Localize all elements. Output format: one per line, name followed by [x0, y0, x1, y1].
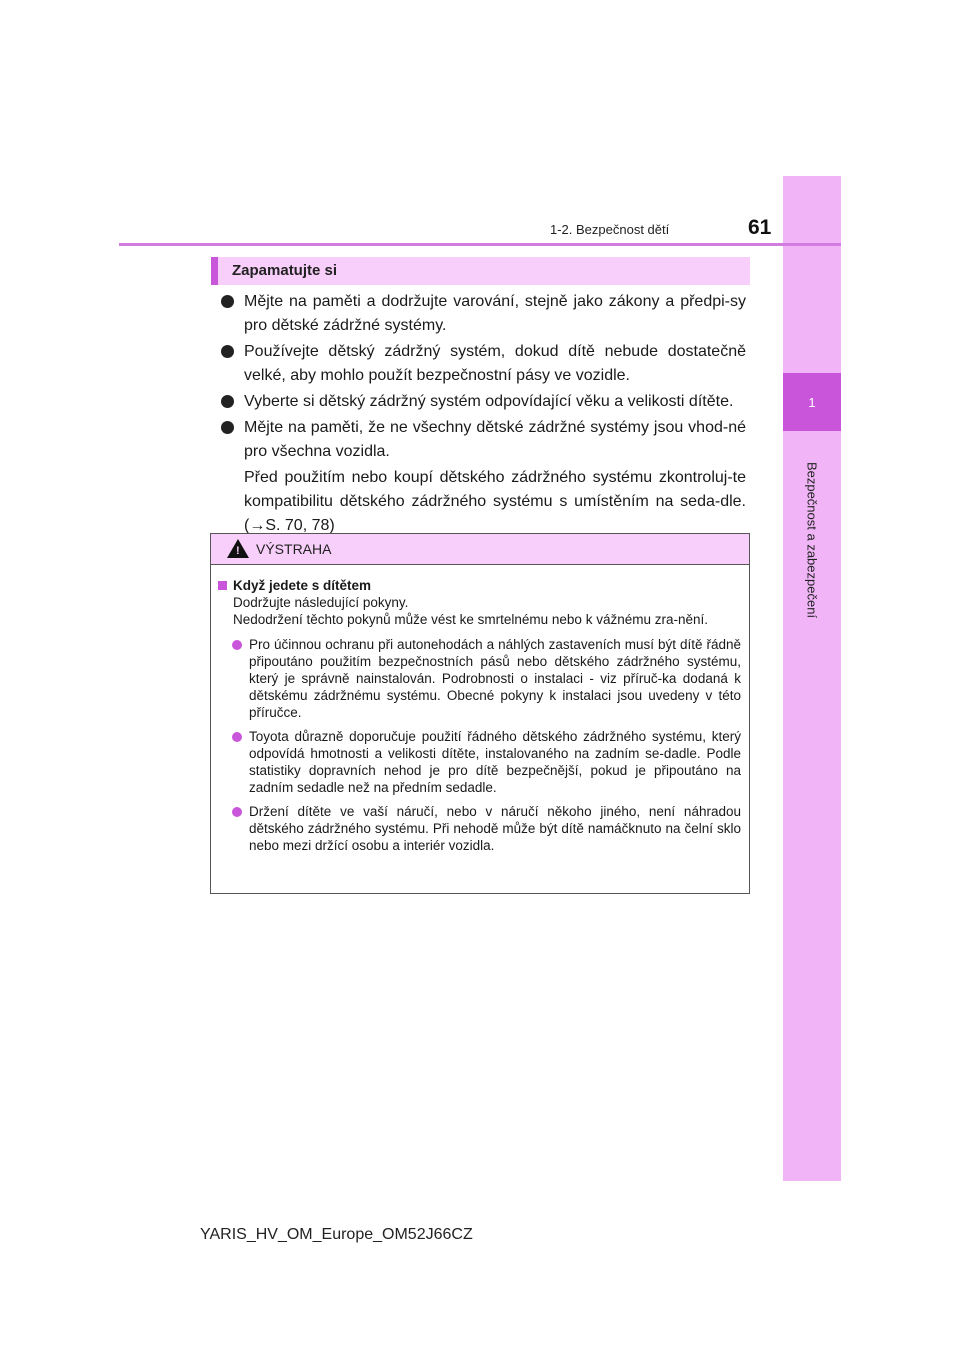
- note-item-text: Používejte dětský zádržný systém, dokud dítě nebude dostatečně velké, aby mohlo použít bezpečnostní pásy ve vozidle.: [244, 343, 746, 384]
- warning-title: VÝSTRAHA: [256, 541, 332, 557]
- note-item-text: Vyberte si dětský zádržný systém odpovídající věku a velikosti dítěte.: [244, 393, 734, 410]
- note-item-text-continued: Před použitím nebo koupí dětského zádržného systému zkontroluj-te kompatibilitu dětského zádržného systému s umístěním na seda-dle. (→S. 70, 78): [244, 469, 746, 534]
- warning-section: [217, 577, 741, 628]
- chapter-side-tab: [783, 176, 841, 1181]
- note-title: Zapamatujte si: [232, 262, 338, 279]
- note-item-text: Mějte na paměti, že ne všechny dětské zádržné systémy jsou vhod-né pro všechna vozidla.: [244, 419, 746, 460]
- header-rule: [119, 243, 841, 246]
- warning-item: [233, 636, 741, 721]
- note-item: [221, 390, 746, 414]
- warning-exclamation: !: [236, 545, 240, 557]
- warning-section-title: Když jedete s dítětem: [233, 578, 372, 593]
- bullet-dot-icon: [232, 807, 242, 817]
- warning-intro: Dodržujte následující pokyny.: [233, 595, 409, 610]
- note-item-text: Mějte na paměti a dodržujte varování, stejně jako zákony a předpi-sy pro dětské zádržné systémy.: [244, 293, 746, 334]
- note-item: [221, 340, 746, 388]
- warning-item: [233, 728, 741, 796]
- warning-item-text: Toyota důrazně doporučuje použití řádného dětského zádržného systému, který odpovídá hmotnosti a velikosti dítěte, instalovaného na zadním se-dadle. Podle statistiky dopravních nehod je pro dítě bezpečnější, pokud je připoutáno na zadním sedadle než na předním sedadle.: [249, 729, 741, 795]
- bullet-dot-icon: [232, 640, 242, 650]
- warning-item: [233, 803, 741, 854]
- warning-item-text: Držení dítěte ve vaší náručí, nebo v náručí někoho jiného, není náhradou dětského zádržného systému. Při nehodě může být dítě namáčknuto na čelní sklo nebo mezi držící osobu a interiér vozidla.: [249, 804, 741, 853]
- bullet-dot-icon: [221, 345, 234, 358]
- note-header: [211, 257, 750, 285]
- chapter-title: Bezpečnost a zabezpečení: [804, 461, 820, 619]
- bullet-dot-icon: [221, 421, 234, 434]
- warning-body: [211, 565, 749, 854]
- section-title: 1-2. Bezpečnost dětí: [550, 222, 670, 237]
- note-item: [221, 416, 746, 538]
- warning-item-text: Pro účinnou ochranu při autonehodách a náhlých zastaveních musí být dítě řádně připoutáno použitím bezpečnostních pásů nebo dětského zádržného systému, který je správně nainstalován. Podrobnosti o instalaci - viz příruč-ka dodaná k dětskému zádržnému systému. Obecné pokyny k instalaci jsou uvedeny v této příručce.: [249, 637, 741, 720]
- warning-intro-consequence: Nedodržení těchto pokynů může vést ke smrtelnému nebo k vážnému zra-nění.: [233, 612, 708, 627]
- note-item: [221, 290, 746, 338]
- square-bullet-icon: [218, 581, 227, 590]
- warning-list: [217, 636, 741, 854]
- document-code: YARIS_HV_OM_Europe_OM52J66CZ: [200, 1226, 473, 1243]
- bullet-dot-icon: [221, 295, 234, 308]
- note-list: [221, 290, 746, 540]
- chapter-number-box: [783, 373, 841, 431]
- bullet-dot-icon: [221, 395, 234, 408]
- page-number: 61: [748, 216, 772, 239]
- bullet-dot-icon: [232, 732, 242, 742]
- warning-header: [211, 534, 749, 565]
- warning-box: [210, 533, 750, 894]
- chapter-number: 1: [808, 394, 816, 410]
